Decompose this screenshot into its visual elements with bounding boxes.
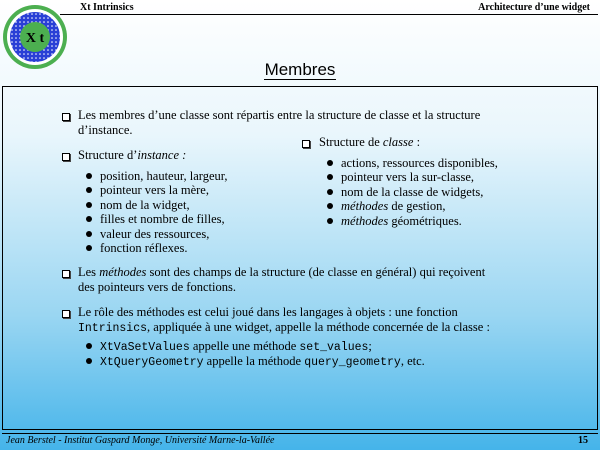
role-item-text: appelle une méthode — [189, 339, 300, 353]
instance-item — [86, 227, 228, 242]
footer-author: Jean Berstel - Institut Gaspard Monge, Université Marne-la-Vallée — [6, 435, 275, 446]
logo-text: X t — [25, 31, 45, 46]
instance-item-text: nom de la widget, — [100, 197, 190, 212]
class-item-emph: méthodes — [341, 199, 389, 213]
instance-structure: Structure d’instance : position, hauteur, largeur, pointeur vers la mère, nom de la widget, filles et nombre de filles, valeur des ressources, fonction réflexes. — [78, 148, 228, 255]
instance-item — [86, 183, 228, 198]
bullet-icon — [302, 140, 310, 148]
role-item-end: ; — [368, 339, 372, 353]
instance-item-text: fonction réflexes. — [100, 241, 188, 255]
bullet-dot-icon — [86, 216, 92, 222]
role-item — [86, 354, 490, 369]
bullet-icon — [62, 113, 70, 121]
footer-rule — [2, 433, 598, 434]
role-item — [86, 339, 490, 354]
class-item — [327, 156, 498, 171]
para-methods: Les méthodes sont des champs de la structure (de classe en général) qui reçoivent des pointeurs vers de fonctions. — [78, 265, 486, 294]
bullet-dot-icon — [86, 358, 92, 364]
bullet-dot-icon — [86, 173, 92, 179]
instance-item — [86, 169, 228, 184]
header-course: Xt Intrinsics — [80, 2, 134, 13]
instance-item — [86, 241, 228, 256]
role-item-end: , etc. — [400, 353, 425, 368]
instance-item-text: valeur des ressources, — [100, 226, 210, 241]
bullet-dot-icon — [327, 203, 333, 209]
class-item-text: nom de la classe de widgets, — [341, 184, 484, 199]
instance-items-list — [86, 169, 228, 256]
role-function-code: XtVaSetValues — [100, 341, 190, 354]
page-number: 15 — [578, 435, 588, 446]
class-item — [327, 214, 498, 229]
para-role: Le rôle des méthodes est celui joué dans les langages à objets : une fonction Intrinsics, appliquée à une widget, appelle la méthode concernée de la classe : XtVaSetValues appelle une méthode set_values; XtQueryGeometry appelle la méthode query_geometry, etc. — [78, 305, 490, 369]
bullet-icon — [62, 153, 70, 161]
role-item-text: appelle la méthode — [203, 353, 305, 368]
bullet-dot-icon — [86, 343, 92, 349]
bullet-dot-icon — [86, 202, 92, 208]
slide-title: Membres — [264, 60, 336, 79]
role-method-code: set_values — [299, 341, 369, 354]
instance-item — [86, 212, 228, 227]
bullet-icon — [62, 270, 70, 278]
class-item-text: géométriques. — [388, 213, 462, 228]
class-item — [327, 170, 498, 185]
content-frame — [2, 86, 598, 430]
class-item-text: de gestion, — [388, 199, 446, 213]
instance-item-text: position, hauteur, largeur, — [100, 168, 228, 183]
class-item-emph: méthodes — [341, 213, 389, 228]
instance-item-text: pointeur vers la mère, — [100, 183, 209, 197]
class-items-list — [327, 156, 498, 229]
bullet-icon — [62, 310, 70, 318]
bullet-dot-icon — [327, 218, 333, 224]
role-function-code: XtQueryGeometry — [100, 355, 204, 369]
bullet-dot-icon — [86, 187, 92, 193]
role-method-code: query_geometry — [304, 355, 401, 369]
bullet-dot-icon — [327, 189, 333, 195]
class-item-text: pointeur vers la sur-classe, — [341, 170, 475, 184]
class-item-text: actions, ressources disponibles, — [341, 155, 498, 170]
bullet-dot-icon — [327, 160, 333, 166]
class-item — [327, 199, 498, 214]
instance-item — [86, 198, 228, 213]
class-item — [327, 185, 498, 200]
bullet-dot-icon — [327, 174, 333, 180]
bullet-dot-icon — [86, 245, 92, 251]
instance-item-text: filles et nombre de filles, — [100, 212, 225, 226]
bullet-dot-icon — [86, 231, 92, 237]
para-members: Les membres d’une classe sont répartis entre la structure de classe et la structure d’instance. — [78, 108, 481, 137]
role-items-list — [86, 339, 490, 368]
header-rule — [60, 14, 598, 15]
class-structure: Structure de classe : actions, ressources disponibles, pointeur vers la sur-classe, nom de la classe de widgets, méthodes de gestion, méthodes géométriques. — [319, 135, 498, 228]
header-chapter: Architecture d’une widget — [478, 2, 590, 13]
